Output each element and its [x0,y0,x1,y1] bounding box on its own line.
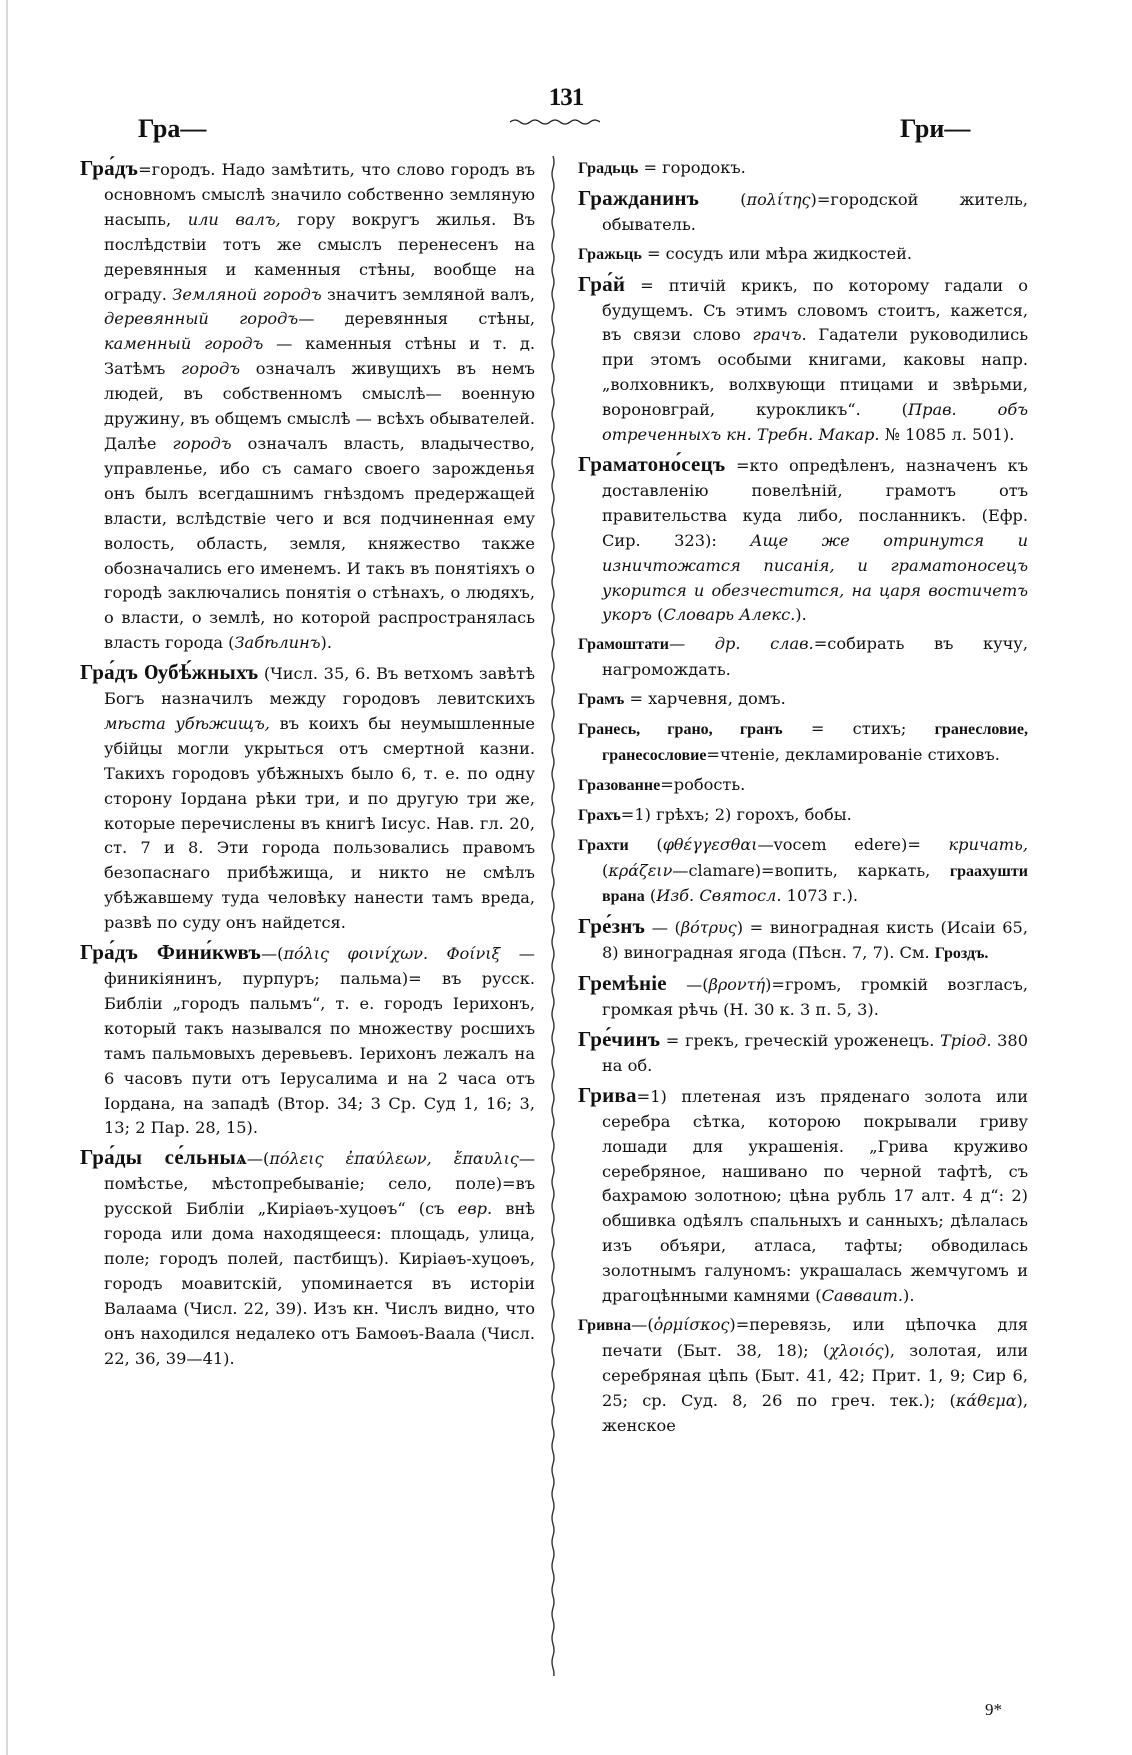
dictionary-entry [80,940,535,1141]
dictionary-entry [578,687,1028,713]
entry-text: (Числ. 35, 6. Въ ветхомъ завѣтѣ Богъ назначилъ между городовъ левитскихъ [104,664,535,709]
entry-text: — деревянныя стѣны, [298,309,535,329]
dictionary-entry [578,1027,1028,1079]
entry-cross-reference: граахушти врана [602,862,1028,906]
page-number-ornament [510,118,600,126]
entry-text: ( [602,860,609,880]
entry-greek-text: πολίτης [746,189,811,209]
entry-italic-text: или валъ, [187,209,281,229]
dictionary-entry [80,660,535,936]
entry-text: —помѣстье, мѣстопребываніе; село, поле)=въ русской Библіи „Киріаѳъ-хуцоѳъ“ (съ [104,1149,535,1219]
entry-text: № 1085 л. 501). [879,425,1015,445]
entry-text: ) = виноградная кисть (Исаіи 65, 8) виноградная ягода (Пѣсн. 7, 7). См. [602,918,1028,963]
dictionary-entry [578,914,1028,967]
entry-headword: Граматоно́сецъ [578,451,726,476]
entry-italic-text: Аще же отринутся и изничтожатся писанія, и граматоносецъ укорится и обезчестится, на царя востичетъ укоръ [602,530,1028,625]
dictionary-entry [578,272,1028,448]
entry-text: —clamare)=вопить, каркать, [672,860,950,880]
entry-italic-text: Земляной городъ [172,284,322,304]
page-number: 131 [548,84,584,111]
left-column [80,156,535,1376]
entry-headword: Грива [578,1082,637,1107]
dictionary-entry [578,773,1028,799]
entry-headword: Грамоштати [578,636,669,654]
entry-greek-text: πόλις φοινίχων. Φοίνιξ [283,944,501,964]
entry-text: —( [260,944,284,964]
dictionary-entry [578,1313,1028,1439]
dictionary-entry [578,632,1028,683]
entry-text: означалъ власть, владычество, управленье, ибо съ самаго своего зарожденья онъ былъ всегдашнимъ гнѣздомъ предержащей власти, вслѣдствіе чего и вся подчиненная ему волость, область, земля, княжество также обозначались его именемъ. И такъ въ понятіяхъ о городѣ заключались понятія о стѣнахъ, о людяхъ, о власти, о землѣ, но которой распространялась власть города ( [104,433,535,653]
entry-text: =1) плетеная изъ пряденаго золота или серебра сѣтка, которою покрывали гриву лошади для украшенія. „Грива круживо серебряное, нашивано по черной тафтѣ, съ бахрамою золотною; цѣна рубль 17 алт. 4 д“: 2) обшивка одѣялъ спальныхъ и санныхъ; дѣлалась изъ объяри, атласа, тафты; обводилась золотнымъ галуномъ: украшалась жемчугомъ и драгоцѣнными камнями ( [602,1086,1028,1306]
entry-italic-text: каменный городъ [104,334,264,354]
entry-headword: Градьць [578,160,639,177]
dictionary-entry [578,971,1028,1023]
signature-mark: 9* [985,1700,1002,1719]
entry-italic-text: др. слав. [714,634,814,654]
entry-text: = сосудъ или мѣра жидкостей. [641,243,913,263]
entry-text: )=городской житель, обыватель. [602,189,1028,234]
entry-cross-reference: гранесловие, гранесословие [602,721,1028,764]
entry-text: въ коихъ бы неумышленные убійцы могли укрыться отъ смертной казни. Такихъ городовъ убѣжныхъ было 6, т. е. по одну сторону Іордана рѣки три, и по другую три же, которые перечислены въ книгѣ Іисус. Нав. гл. 20, ст. 7 и 8. Эти города пользовались правомъ безопаснаго прибѣжища, и никто не смѣлъ убѣжавшему туда человѣку нанести тамъ вреда, развѣ по суду онъ найдется. [104,713,536,933]
entry-text: — финикіянинъ, пурпуръ; пальма)= въ русск. Библіи „городъ пальмъ“, т. е. городъ Іерихонъ, который такъ назывался по множеству росшихъ тамъ пальмовыхъ деревьевъ. Іерихонъ лежалъ на 6 часовъ пути отъ Іерусалима и на 2 часа отъ Іордана, на западѣ (Втор. 34; 3 Ср. Суд 1, 16; 3, 13; 2 Пар. 28, 15). [104,944,535,1138]
entry-headword: Гражданинъ [578,185,700,210]
entry-headword: Грамъ [578,691,625,709]
entry-text: ( [644,886,657,906]
entry-italic-text: кричать, [948,834,1028,854]
entry-greek-text: φθέγγεσθαι [662,834,758,854]
entry-text: =кто опредѣленъ, назначенъ къ доставленію повелѣній, грамотъ отъ правительства куда либо, посланникъ. (Ефр. Сир. 323): [602,455,1028,550]
dictionary-entry [578,156,1028,182]
entry-text: = птичій крикъ, по которому гадали о будущемъ. Съ этимъ словомъ стоитъ, кажется, въ связи слово [602,275,1028,345]
entry-headword: Гразованне [578,776,661,794]
entry-italic-text: мѣста убѣжищъ, [104,713,270,733]
entry-italic-text: Тріод. [939,1031,992,1050]
entry-headword: Гра́дъ Ѹбѣ́жныхъ [80,660,259,685]
entry-text: =городъ. Надо замѣтить, что слово городъ въ основномъ смыслѣ значило собственно землянyю насыпь, [104,160,535,229]
entry-text: ). [795,605,807,625]
entry-text: ( [651,605,664,625]
entry-headword: Гранесь, грано, гранъ [578,721,783,739]
entry-italic-text: Изб. Святосл. [656,886,782,906]
entry-headword: Гремѣніе [578,971,667,996]
entry-text: ( [699,189,747,209]
entry-headword: Гра́ды се́льныѧ [80,1145,247,1170]
entry-greek-text: πόλεις ἐπαύλεων, ἔπαυλις [269,1149,519,1169]
dictionary-entry [578,833,1028,911]
entry-greek-text: ὁρμίσκος [653,1314,730,1334]
entry-text: = грекъ, греческій уроженецъ. [660,1031,940,1050]
entry-headword: Грахъ [578,806,621,824]
entry-italic-text: Савваит. [821,1286,904,1306]
entry-headword: Гра́й [578,271,626,296]
right-column [578,156,1028,1443]
dictionary-entry [80,156,535,656]
entry-italic-text: евр. [457,1199,493,1219]
entry-text: —( [666,975,709,995]
entry-text: =робость. [660,774,746,794]
entry-text: ). [903,1286,915,1306]
dictionary-entry [80,1145,535,1371]
entry-text: =чтеніе, декламированіе стиховъ. [706,744,1000,764]
entry-headword: Гре́чинъ [578,1027,661,1051]
dictionary-entry [578,452,1028,628]
entry-text: ), золотая, или серебряная цѣпь (Быт. 41, 42; Прит. 1, 9; Сир 6, 25; ср. Суд. 8, 26 по греч. тек.); ( [602,1340,1028,1410]
page-edge [6,0,8,1755]
entry-headword: Гре́знъ [578,914,646,939]
entry-text: — ( [645,918,681,938]
dictionary-entry [578,242,1028,268]
running-head-right: Гри— [900,114,971,143]
entry-italic-text: Словарь Алекс. [663,605,796,625]
entry-italic-text: городъ [181,359,241,379]
entry-text: — каменныя стѣны и т. д. Затѣмъ [104,334,535,379]
entry-greek-text: κάθεμα [955,1390,1017,1410]
entry-headword: Гра́дъ [80,156,139,180]
dictionary-entry [578,717,1028,769]
entry-text: внѣ города или дома находящееся: площадь, улица, поле; городъ полей, пастбищъ). Киріаѳъ-хуцоѳъ, городъ моавитскій, упоминается въ исторіи Валаама (Числ. 22, 39). Изъ кн. Числъ видно, что онъ находился недалеко отъ Бамоѳъ-Ваала (Числ. 22, 36, 39—41). [104,1199,535,1368]
entry-text: Гадатели руководились при этомъ особыми книгами, каковы напр. „волховникъ, волхвующи птицами и звѣрьми, вороновграй, курокликъ“. ( [602,325,1029,420]
entry-text: означалъ живущихъ въ немъ людей, въ собственномъ смыслѣ— военную дружину, въ общемъ смыслѣ — всѣхъ обывателей. Далѣе [104,359,535,453]
entry-text: ( [628,834,663,854]
entry-text: = харчевня, домъ. [624,689,786,709]
running-head-left: Гра— [138,114,207,143]
entry-text: —( [246,1149,270,1169]
entry-text: значитъ земляной валъ, [321,284,535,304]
entry-italic-text: грачъ. [752,325,807,345]
entry-text: =1) грѣхъ; 2) горохъ, бобы. [620,804,852,824]
entry-headword: Гражьць [578,245,642,263]
entry-text: )=перевязь, или цѣпочка для печати (Быт. 38, 18); ( [602,1314,1028,1360]
entry-text: ). [320,633,333,653]
entry-italic-text: деревянный городъ [104,309,299,329]
entry-text: —vocem edere)= [757,834,949,854]
entry-text: —( [631,1314,654,1334]
entry-text: = городокъ. [638,158,746,177]
entry-text: ), женское [602,1390,1028,1435]
entry-italic-text: Прав. объ отреченныхъ кн. Требн. Макар. [602,400,1028,445]
entry-text: — [668,634,715,654]
entry-text: 1073 г.). [781,886,859,906]
entry-greek-text: χλοιός [829,1340,884,1360]
dictionary-entry [578,1083,1028,1309]
entry-greek-text: βροντή [708,975,766,995]
entry-headword: Гривна [578,1316,632,1334]
entry-italic-text: Забѣлинъ [234,633,321,653]
entry-greek-text: βότρυς [680,918,737,938]
entry-text: = стихъ; [782,719,935,739]
entry-headword: Грахти [578,836,629,854]
entry-text: 380 на об. [602,1031,1028,1075]
column-divider [548,156,558,1676]
entry-text: )=громъ, громкій возгласъ, громкая рѣчь (Н. 30 к. 3 п. 5, 3). [602,975,1029,1020]
entry-italic-text: городъ [172,433,232,453]
entry-text: =собирать въ кучу, нагромождать. [602,634,1028,680]
entry-headword: Гра́дъ Фини́кѡвъ [80,940,261,965]
dictionary-entry [578,186,1028,238]
entry-greek-text: κράζειν [608,860,673,880]
entry-text: гору вокругъ жилья. Въ послѣдствіи тотъ же смыслъ перенесенъ на деревянныя и каменныя стѣны, вообще на ограду. [104,209,535,304]
dictionary-entry [578,803,1028,829]
entry-cross-reference: Гроздъ. [934,945,989,963]
